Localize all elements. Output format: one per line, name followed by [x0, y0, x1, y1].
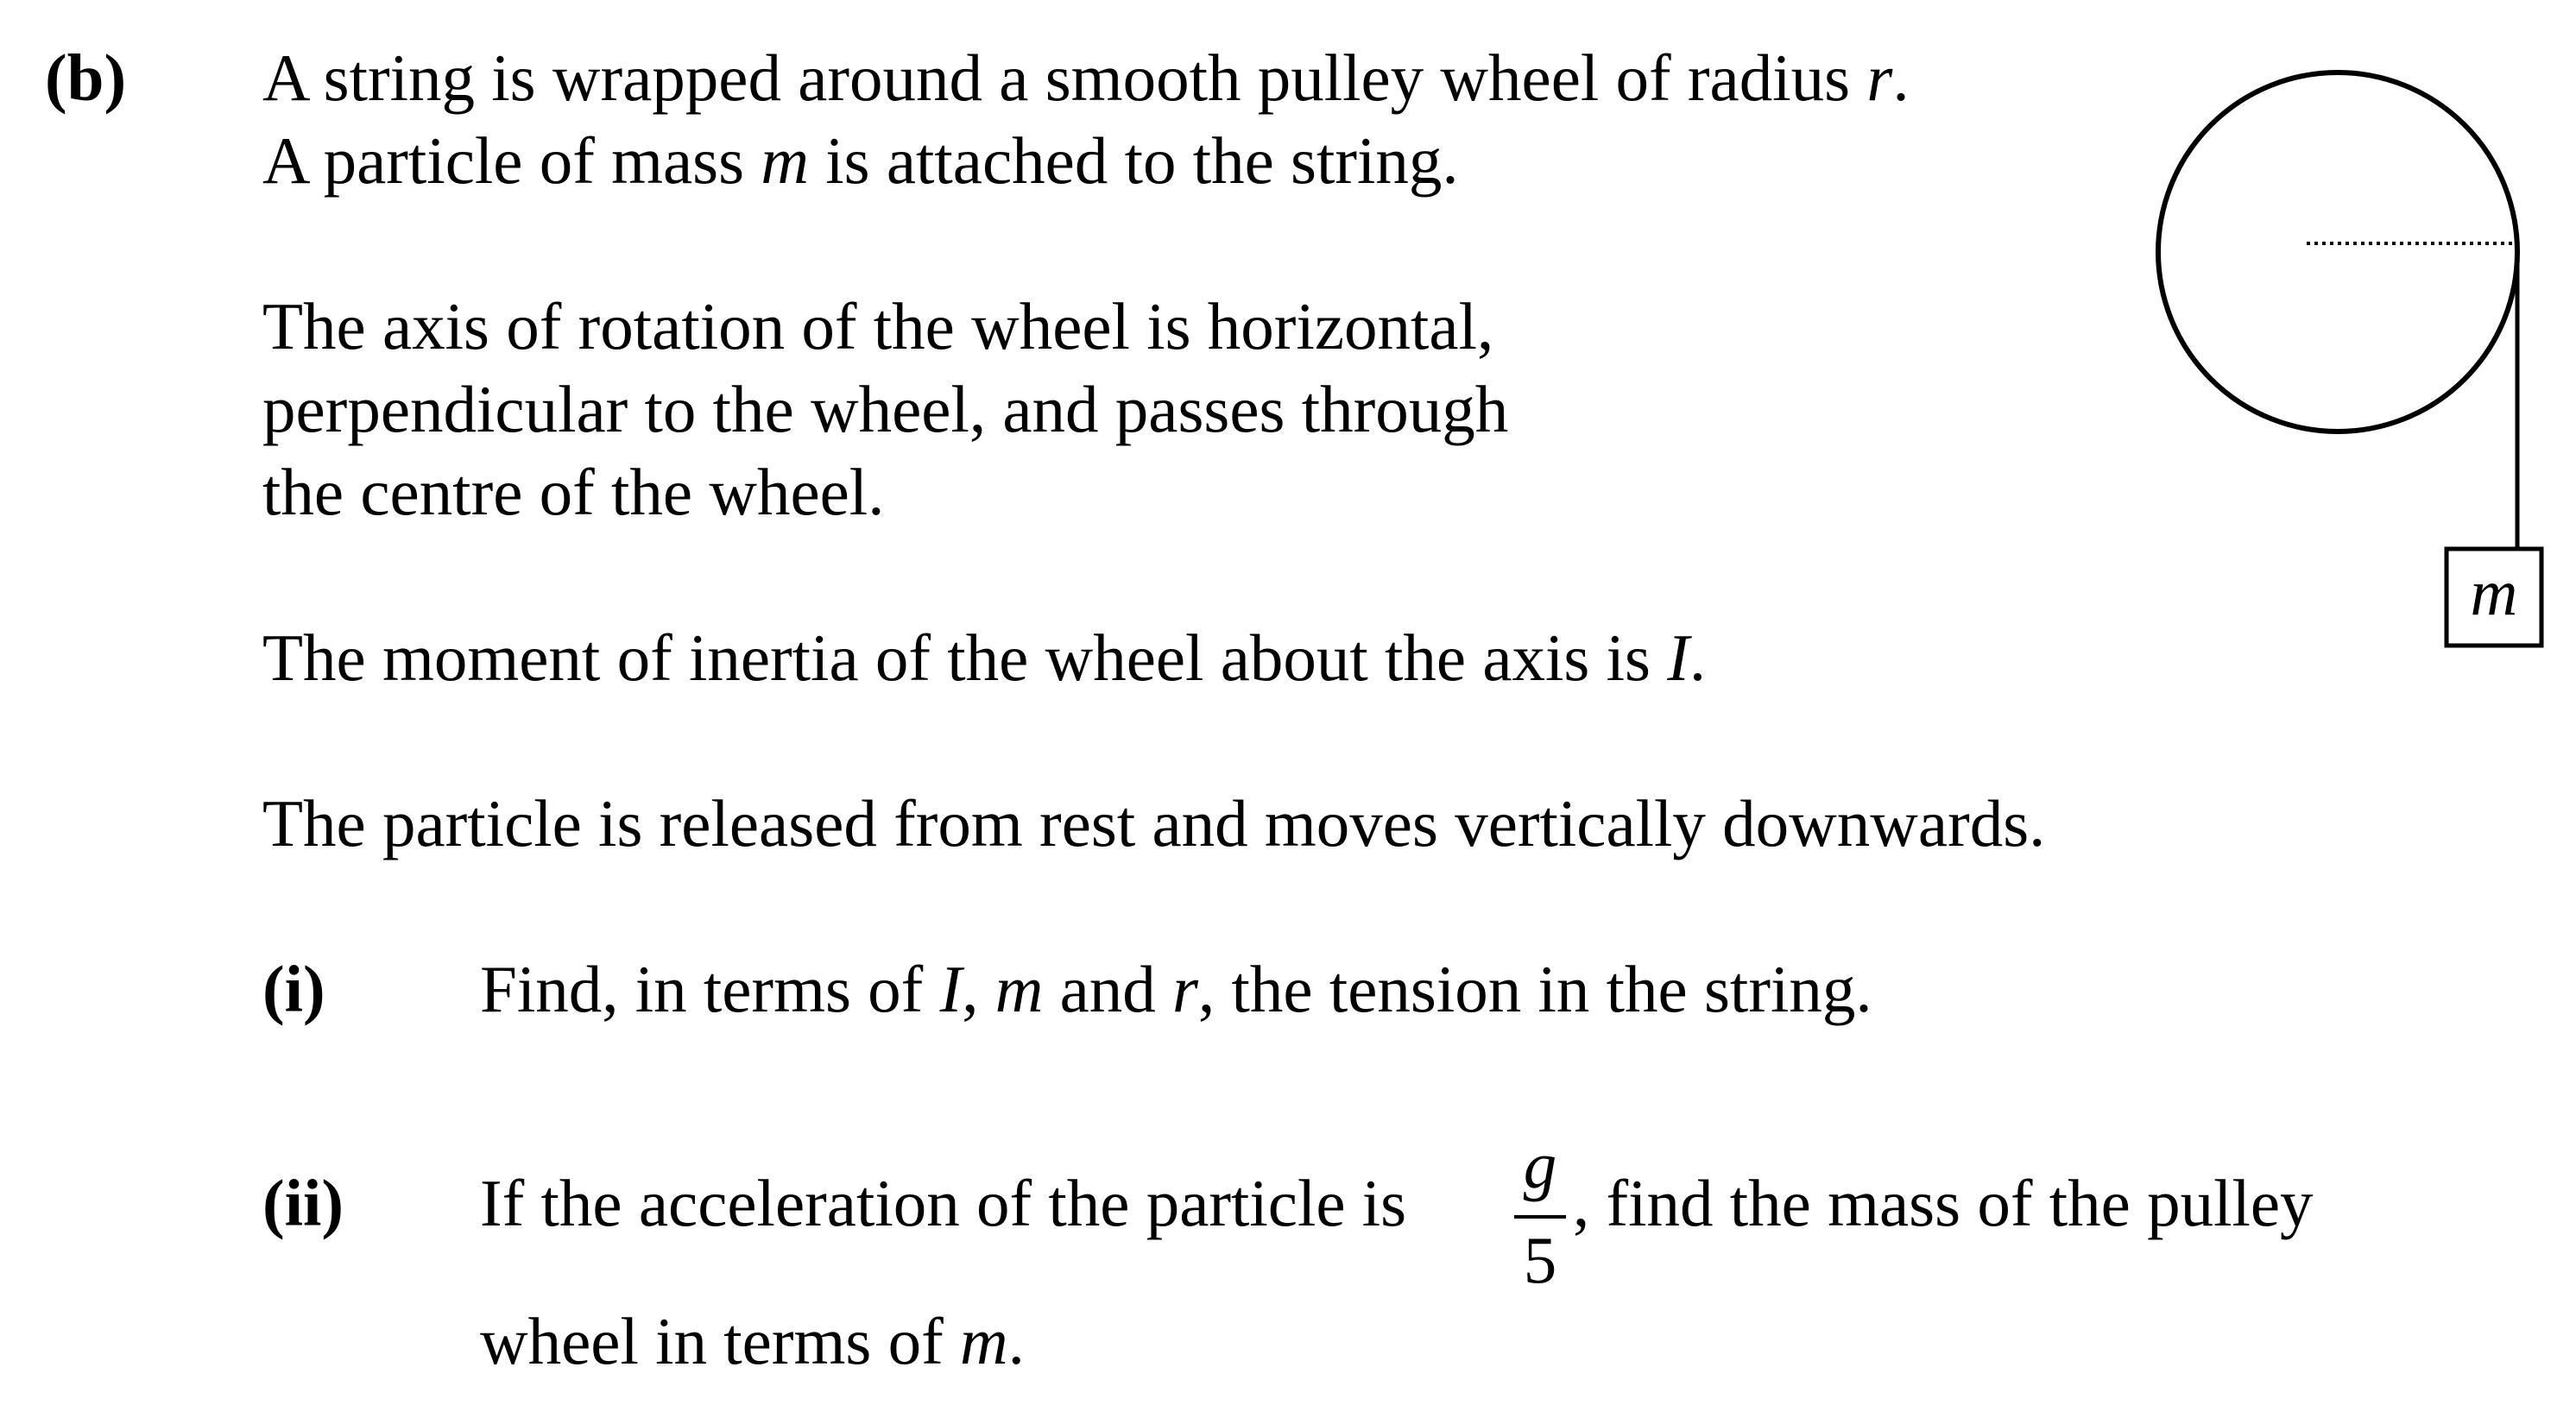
question-i-pre: Find, in terms of	[480, 952, 940, 1026]
question-i-sep2: and	[1043, 952, 1173, 1026]
release-line: The particle is released from rest and moves vertically downwards.	[262, 786, 2046, 860]
intro-line-1	[262, 41, 1910, 115]
fraction-numerator: g	[1523, 1128, 1557, 1202]
fraction-bar	[1514, 1215, 1566, 1219]
question-i-text	[480, 952, 1872, 1026]
question-ii-line-2	[480, 1304, 1025, 1378]
moment-end: .	[1689, 621, 1707, 695]
question-i-var-I: I	[939, 952, 963, 1026]
question-ii-text-pre: If the acceleration of the particle is	[480, 1166, 1407, 1240]
radius-variable: r	[1866, 41, 1893, 115]
fraction-denominator: 5	[1523, 1223, 1557, 1297]
question-ii-text-post: , find the mass of the pulley	[1573, 1166, 2314, 1240]
question-ii-label: (ii)	[262, 1166, 344, 1240]
axis-line-3: the centre of the wheel.	[262, 455, 885, 529]
intro-line-2	[262, 123, 1459, 198]
question-i-var-m: m	[994, 952, 1044, 1026]
question-i-var-r: r	[1172, 952, 1198, 1026]
question-ii-var-m: m	[959, 1304, 1008, 1378]
question-i-label: (i)	[262, 952, 325, 1026]
mass-variable: m	[761, 123, 809, 198]
question-ii-line-2-text: wheel in terms of	[480, 1304, 960, 1378]
part-label: (b)	[45, 41, 127, 115]
question-ii-line-2-end: .	[1007, 1304, 1025, 1378]
particle-mass-label: m	[2470, 557, 2518, 629]
axis-line-2: perpendicular to the wheel, and passes through	[262, 372, 1509, 446]
acceleration-fraction	[1509, 1128, 1571, 1297]
inertia-variable: I	[1667, 621, 1689, 695]
moment-text: The moment of inertia of the wheel about the axis is	[262, 621, 1668, 695]
intro-line-1-text: A string is wrapped around a smooth pulley wheel of radius	[262, 41, 1867, 115]
pulley-diagram	[2072, 52, 2555, 673]
axis-line-1: The axis of rotation of the wheel is horizontal,	[262, 289, 1494, 363]
intro-line-2-text: A particle of mass	[262, 123, 761, 198]
pulley-wheel	[2158, 72, 2517, 432]
intro-line-2-end: is attached to the string.	[808, 123, 1459, 198]
intro-line-1-end: .	[1892, 41, 1910, 115]
moment-line	[262, 621, 1707, 695]
question-i-sep1: ,	[962, 952, 995, 1026]
question-i-post: , the tension in the string.	[1198, 952, 1872, 1026]
